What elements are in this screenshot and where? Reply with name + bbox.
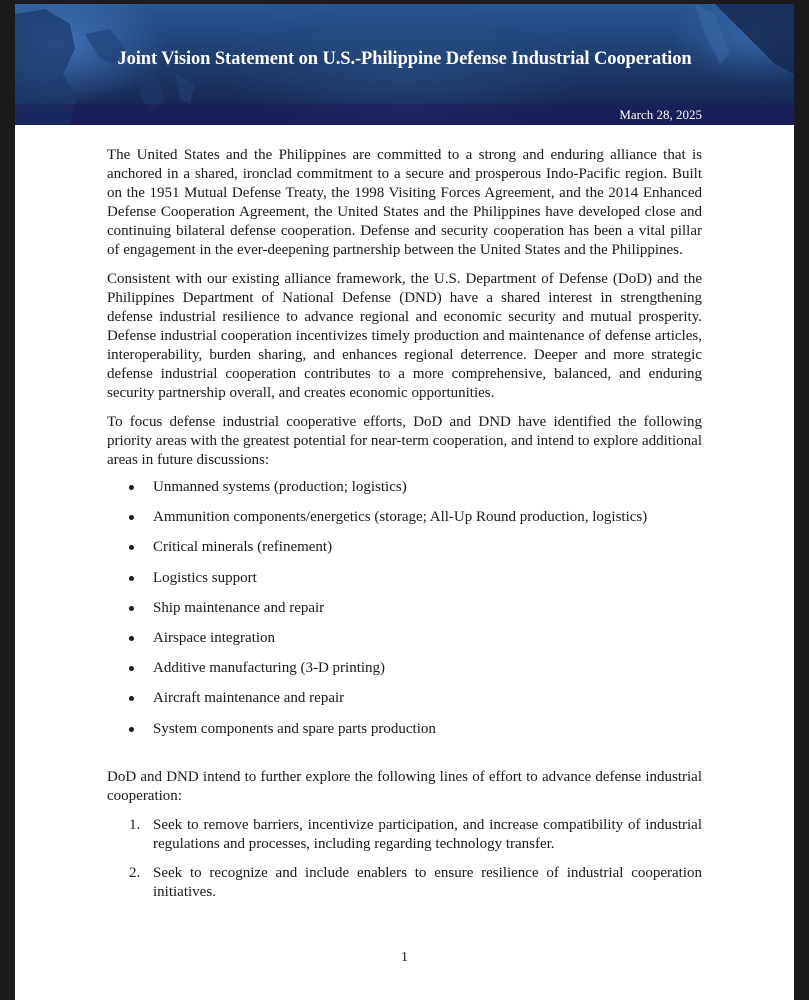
header-banner (15, 4, 794, 125)
bullet-icon (129, 545, 134, 550)
list-item: System components and spare parts production (107, 720, 702, 750)
document-date: March 28, 2025 (619, 107, 702, 122)
list-item: Additive manufacturing (3-D printing) (107, 659, 702, 689)
page-number: 1 (401, 950, 408, 965)
bullet-icon (129, 696, 134, 701)
paragraph-priority-intro: To focus defense industrial cooperative efforts, DoD and DND have identified the following priority areas with the greatest potential for near-term cooperation, and intend to explore additional areas in future discussions: (107, 414, 702, 468)
document-page (15, 4, 794, 1000)
bullet-icon (129, 606, 134, 611)
list-item: Aircraft maintenance and repair (107, 689, 702, 719)
list-item: Logistics support (107, 569, 702, 599)
list-item: 1. Seek to remove barriers, incentivize participation, and increase compatibility of industrial regulations and processes, including regarding technology transfer. (129, 816, 702, 852)
bullet-icon (129, 515, 134, 520)
bullet-icon (129, 485, 134, 490)
list-item: Ship maintenance and repair (107, 599, 702, 629)
paragraph-framework: Consistent with our existing alliance framework, the U.S. Department of Defense (DoD) and the Philippines Department of National Defense (DND) have a shared interest in strengthening defense industrial resilience to advance regional and economic security and mutual prosperity. Defense industrial cooperation incentivizes timely production and maintenance of defense articles, interoperability, burden sharing, and enhances regional deterrence. Deeper and more strategic defense industrial cooperation contributes to a more comprehensive, balanced, and enduring security partnership overall, and creates economic opportunities. (107, 271, 702, 401)
list-item: Airspace integration (107, 629, 702, 659)
list-item: 2. Seek to recognize and include enablers to ensure resilience of industrial cooperation initiatives. (129, 864, 702, 900)
bullet-icon (129, 636, 134, 641)
bullet-icon (129, 666, 134, 671)
priority-areas-list (107, 478, 702, 750)
document-title: Joint Vision Statement on U.S.-Philippine Defense Industrial Cooperation (117, 49, 692, 69)
document-body (107, 146, 702, 912)
list-item: Ammunition components/energetics (storage; All-Up Round production, logistics) (107, 508, 702, 538)
paragraph-lines-intro: DoD and DND intend to further explore the following lines of effort to advance defense industrial cooperation: (107, 768, 702, 804)
list-item: Critical minerals (refinement) (107, 538, 702, 568)
paragraph-alliance: The United States and the Philippines are committed to a strong and enduring alliance that is anchored in a shared, ironclad commitment to a secure and prosperous Indo-Pacific region. Built on the 1951 Mutual Defense Treaty, the 1998 Visiting Forces Agreement, and the 2014 Enhanced Defense Cooperation Agreement, the United States and the Philippines have developed close and continuing bilateral defense cooperation. Defense and security cooperation has been a vital pillar of engagement in the ever-deepening partnership between the United States and the Philippines. (107, 147, 702, 258)
list-item: Unmanned systems (production; logistics) (107, 478, 702, 508)
bullet-icon (129, 576, 134, 581)
bullet-icon (129, 727, 134, 732)
lines-of-effort-list (107, 816, 702, 902)
